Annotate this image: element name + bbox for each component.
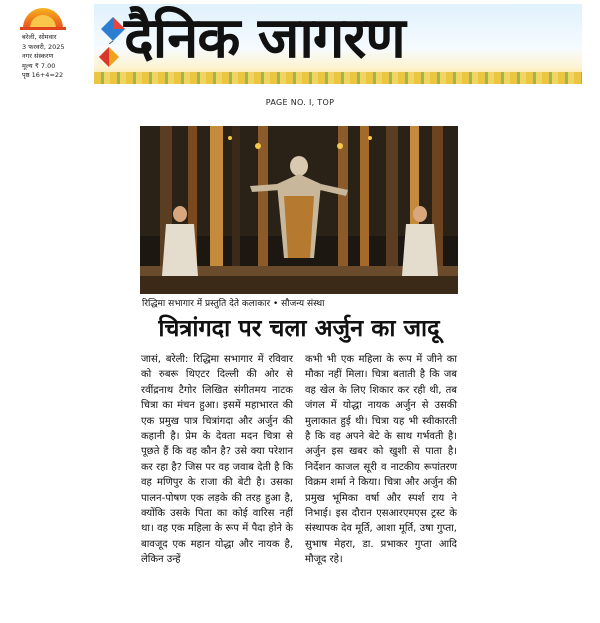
edition-price: मूल्य ₹ 7.00	[22, 61, 56, 70]
stage-performance-photo	[140, 126, 458, 294]
newspaper-title: दैनिक जागरण	[124, 5, 405, 71]
masthead-banner	[94, 4, 582, 84]
edition-pages: पृष्ठ 16+4=22	[22, 71, 64, 79]
article-headline: चित्रांगदा पर चला अर्जुन का जादू	[158, 314, 440, 342]
rising-sun-logo-icon	[20, 4, 66, 30]
photo-caption: रिद्धिमा सभागार में प्रस्तुति देते कलाकार • सौजन्य संस्था	[142, 299, 325, 309]
page-label: PAGE NO. I, TOP	[265, 98, 335, 107]
article-body-column-2: कभी भी एक महिला के रूप में जीने का मौका नहीं मिला। चित्रा बताती है कि जब वह खेल के लिए शिकार कर रही थी, तब जंगल में योद्धा नायक अर्जुन से उसकी मुलाकात हुई थी। चित्रा यह भी स्वीकारती है कि वह अपने बेटे के साथ गर्भवती है। अर्जुन इस खबर को खुशी से पाता है। निर्देशन काजल सूरी व नाटकीय रूपांतरण विक्रम शर्मा ने किया। चित्रा और अर्जुन की प्रमुख भूमिका वर्षा और स्पर्श राय ने निभाई। इस दौरान एसआरएमएस ट्रस्ट के संस्थापक देव मूर्ति, आशा मूर्ति, उषा गुप्ता, सुभाष मेहरा, डा. प्रभाकर गुप्ता आदि मौजूद रहे।	[305, 354, 457, 566]
edition-info	[22, 33, 65, 81]
edition-name: नगर संस्करण	[22, 52, 54, 60]
kite-icon	[100, 16, 126, 44]
edition-city-day: बरेली, सोमवार	[22, 33, 57, 41]
kite-icon	[98, 46, 120, 70]
edition-date: 3 फरवरी, 2025	[22, 42, 65, 51]
masthead	[0, 0, 600, 92]
mustard-field-decoration	[94, 72, 582, 84]
article-body-column-1: जासं, बरेली: रिद्धिमा सभागार में रविवार को रुबरू थिएटर दिल्ली की ओर से रवींद्रनाथ टैगोर लिखित संगीतमय नाटक चित्रा का मंचन हुआ। इसमें महाभारत की एक प्रमुख पात्र चित्रांगदा और अर्जुन की कहानी है। प्रेम के देवता मदन चित्रा से पूछते हैं कि वह कौन है? उसे क्या परेशान कर रहा है? जिस पर वह जवाब देती है कि वह मणिपुर के राजा की बेटी है। उसका पालन-पोषण एक लड़के की तरह हुआ है, क्योंकि उसके पिता का कोई वारिस नहीं था। वह एक महिला के रूप में पैदा होने के बावजूद एक महान योद्धा और नायक है, लेकिन उन्हें	[141, 354, 293, 566]
